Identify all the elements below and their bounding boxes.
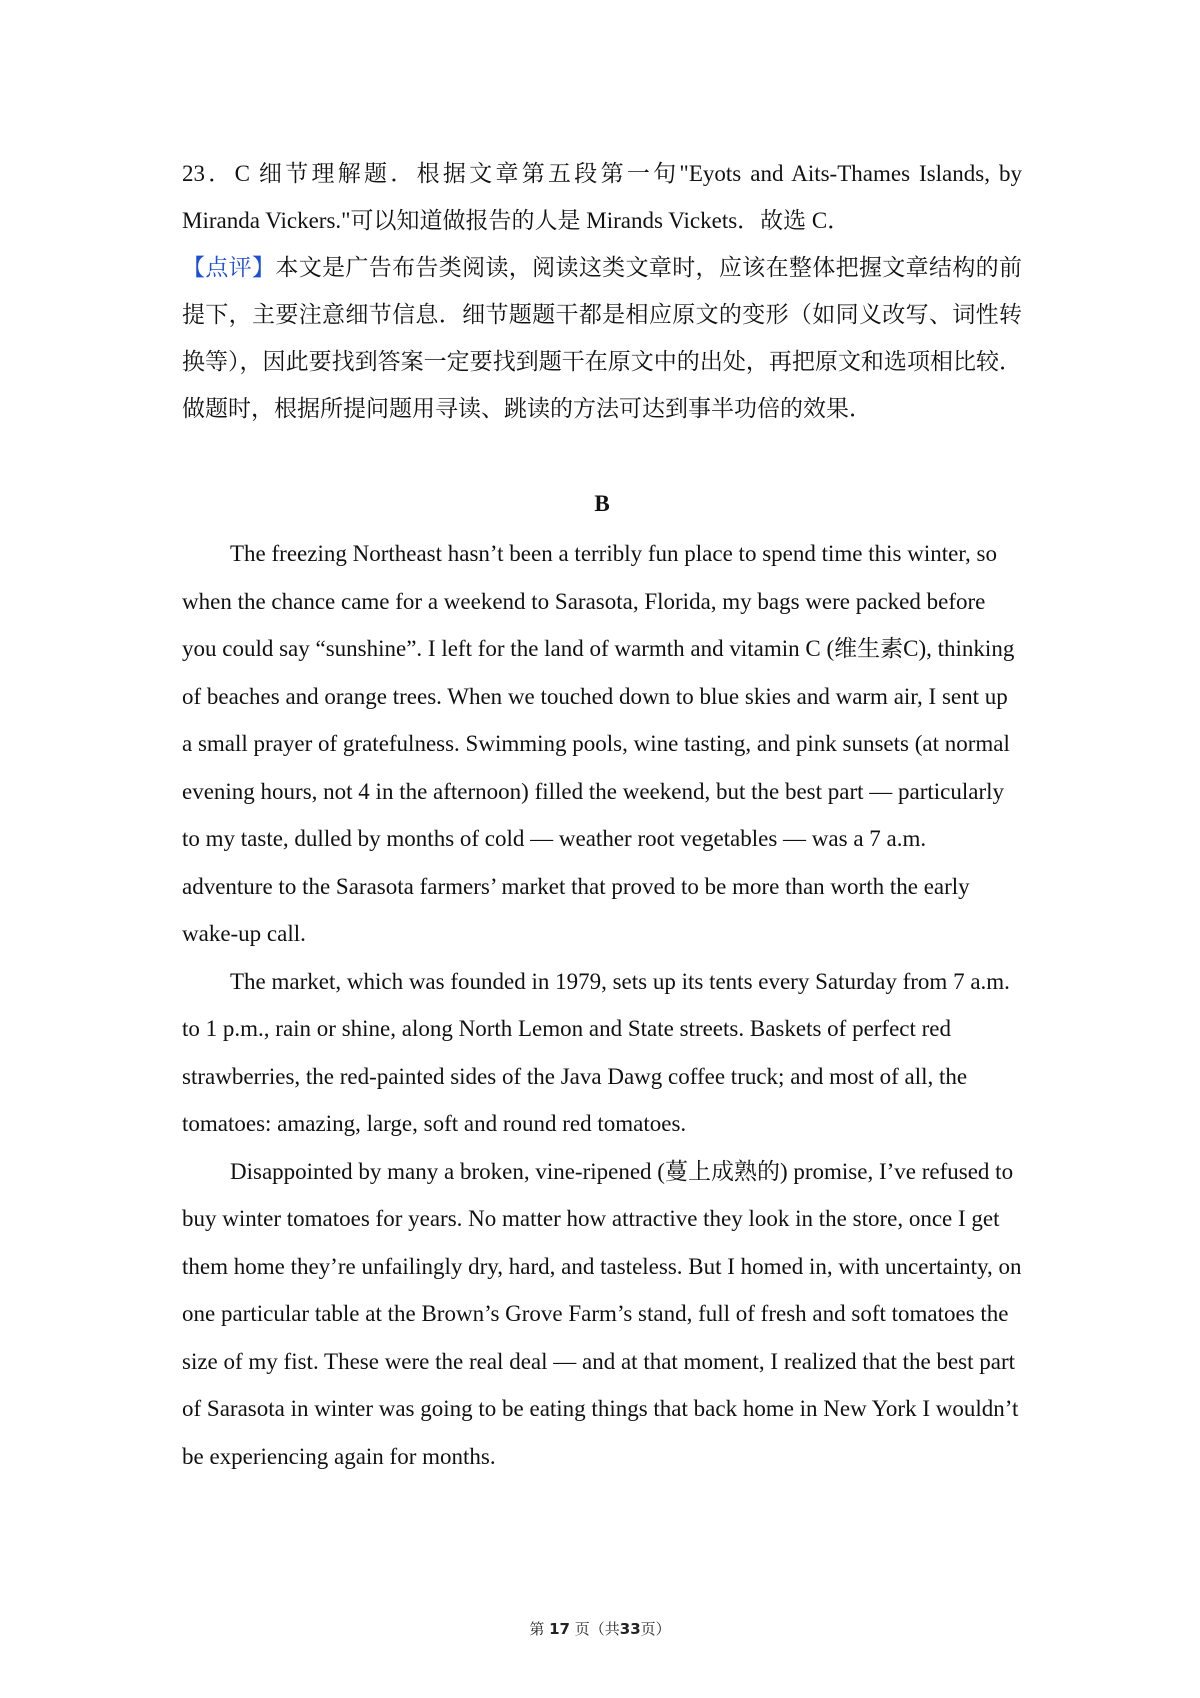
question-number: 23．: [182, 161, 235, 186]
passage-paragraph: Disappointed by many a broken, vine-ripened (蔓上成熟的) promise, I’ve refused to buy winter tomatoes for years. No matter how attractive they look in the store, once I get them home they’re unfailingly dry, hard, and tasteless. But I homed in, with uncertainty, on one particular table at the Brown’s Grove Farm’s stand, full of fresh and soft tomatoes the size of my fist. These were the real deal — and at that moment, I realized that the best part of Sarasota in winter was going to be eating things that back home in New York I wouldn’t be experiencing again for months.: [182, 1158, 1022, 1469]
answer-text: C 细节理解题．根据文章第五段第一句"Eyots and Aits-Thames Islands, by Miranda Vickers."可以知道做报告的人是 Mirands Vickets．故选 C．: [182, 161, 1022, 233]
section-heading: B: [594, 491, 610, 516]
reading-passage: [182, 530, 1022, 1480]
document-page: [182, 0, 1022, 1698]
answer-paragraph: [182, 150, 1022, 244]
footer-suffix: 页）: [640, 1620, 671, 1638]
comment-text: 本文是广告布告类阅读，阅读这类文章时，应该在整体把握文章结构的前提下，主要注意细节信息．细节题题干都是相应原文的变形（如同义改写、词性转换等），因此要找到答案一定要找到题干在原文中的出处，再把原文和选项相比较．做题时，根据所提问题用寻读、跳读的方法可达到事半功倍的效果．: [182, 255, 1023, 421]
answer-explanation: [182, 150, 1022, 432]
passage-paragraph: The freezing Northeast hasn’t been a terribly fun place to spend time this winter, so when the chance came for a weekend to Sarasota, Florida, my bags were packed before you could say “sunshine”. I left for the land of warmth and vitamin C (维生素C), thinking of beaches and orange trees. When we touched down to blue skies and warm air, I sent up a small prayer of gratefulness. Swimming pools, wine tasting, and pink sunsets (at normal evening hours, not 4 in the afternoon) filled the weekend, but the best part — particularly to my taste, dulled by months of cold — weather root vegetables — was a 7 a.m. adventure to the Sarasota farmers’ market that proved to be more than worth the early wake-up call.: [182, 541, 1015, 946]
total-pages-number: 33: [619, 1620, 641, 1638]
footer-prefix: 第: [529, 1620, 545, 1638]
passage-paragraph: The market, which was founded in 1979, sets up its tents every Saturday from 7 a.m. to 1 p.m., rain or shine, along North Lemon and State streets. Baskets of perfect red strawberries, the red-painted sides of the Java Dawg coffee truck; and most of all, the tomatoes: amazing, large, soft and round red tomatoes.: [182, 968, 1010, 1136]
comment-tag: 【点评】: [182, 255, 276, 280]
footer-middle: 页（共: [574, 1620, 620, 1638]
page-footer: [0, 1618, 1200, 1639]
current-page-number: 17: [549, 1620, 570, 1638]
comment-paragraph: [182, 244, 1022, 432]
